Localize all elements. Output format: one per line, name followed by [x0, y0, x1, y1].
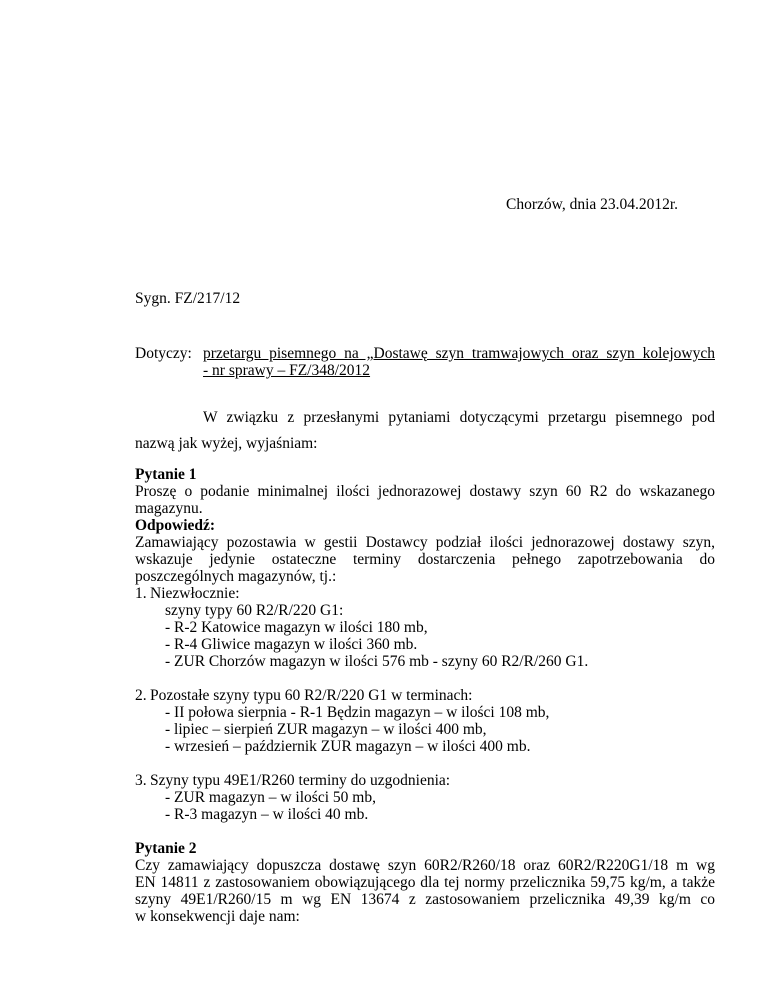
- question-2-line-2: EN 14811 z zastosowaniem obowiązującego dla tej normy przelicznika 59,75 kg/m, a także: [135, 874, 715, 891]
- list-item-number: 2.: [135, 687, 147, 704]
- list-item-number: 3.: [135, 772, 147, 789]
- question-1-line-2: magazynu.: [135, 500, 203, 517]
- document-date: Chorzów, dnia 23.04.2012r.: [506, 196, 679, 213]
- question-1-title: Pytanie 1: [135, 466, 197, 483]
- list-item-line: - lipiec – sierpień ZUR magazyn – w ilości 400 mb,: [165, 721, 487, 738]
- intro-line-2: nazwą jak wyżej, wyjaśniam:: [135, 435, 318, 452]
- answer-1-line-1: Zamawiający pozostawia w gestii Dostawcy podział ilości jednorazowej dostawy szyn,: [135, 534, 715, 551]
- question-1-line-1: Proszę o podanie minimalnej ilości jednorazowej dostawy szyn 60 R2 do wskazanego: [135, 483, 715, 500]
- question-2-line-4: w konsekwencji daje nam:: [135, 908, 300, 925]
- reference-number: Sygn. FZ/217/12: [135, 290, 241, 307]
- list-item-number: 1.: [135, 585, 147, 602]
- list-item-title: Pozostałe szyny typu 60 R2/R/220 G1 w terminach:: [150, 687, 473, 704]
- answer-1-line-3: poszczególnych magazynów, tj.:: [135, 568, 337, 585]
- list-item-line: - ZUR magazyn – w ilości 50 mb,: [165, 789, 376, 806]
- subject-label: Dotyczy:: [135, 345, 192, 362]
- list-item-line: - R-4 Gliwice magazyn w ilości 360 mb.: [165, 636, 418, 653]
- document-body: [135, 466, 715, 925]
- subject-line-1: przetargu pisemnego na „Dostawę szyn tramwajowych oraz szyn kolejowych: [203, 345, 715, 362]
- answer-1-line-2: wskazuje jedynie ostateczne terminy dostarczenia pełnego zapotrzebowania do: [135, 551, 715, 568]
- list-item-line: szyny typy 60 R2/R/220 G1:: [165, 602, 344, 619]
- list-item-title: Niezwłocznie:: [150, 585, 240, 602]
- list-item: [135, 772, 715, 823]
- list-item: [135, 585, 715, 670]
- list-item-line: - wrzesień – październik ZUR magazyn – w ilości 400 mb.: [165, 738, 531, 755]
- question-2-title: Pytanie 2: [135, 840, 197, 857]
- list-item-line: - R-3 magazyn – w ilości 40 mb.: [165, 806, 369, 823]
- question-2-line-1: Czy zamawiający dopuszcza dostawę szyn 60R2/R260/18 oraz 60R2/R220G1/18 m wg: [135, 857, 715, 874]
- list-item-line: - ZUR Chorzów magazyn w ilości 576 mb - szyny 60 R2/R/260 G1.: [165, 653, 589, 670]
- list-item-line: - II połowa sierpnia - R-1 Będzin magazyn – w ilości 108 mb,: [165, 704, 550, 721]
- subject-line-2: - nr sprawy – FZ/348/2012: [203, 362, 371, 379]
- answer-1-title: Odpowiedź:: [135, 517, 216, 534]
- subject-text: [203, 345, 715, 379]
- list-item-title: Szyny typu 49E1/R260 terminy do uzgodnienia:: [150, 772, 451, 789]
- intro-line-1: W związku z przesłanymi pytaniami dotyczącymi przetargu pisemnego pod: [203, 409, 715, 426]
- list-item-line: - R-2 Katowice magazyn w ilości 180 mb,: [165, 619, 428, 636]
- question-2-line-3: szyny 49E1/R260/15 m wg EN 13674 z zastosowaniem przelicznika 49,39 kg/m co: [135, 891, 715, 908]
- list-item: [135, 687, 715, 755]
- intro-paragraph: [135, 405, 715, 457]
